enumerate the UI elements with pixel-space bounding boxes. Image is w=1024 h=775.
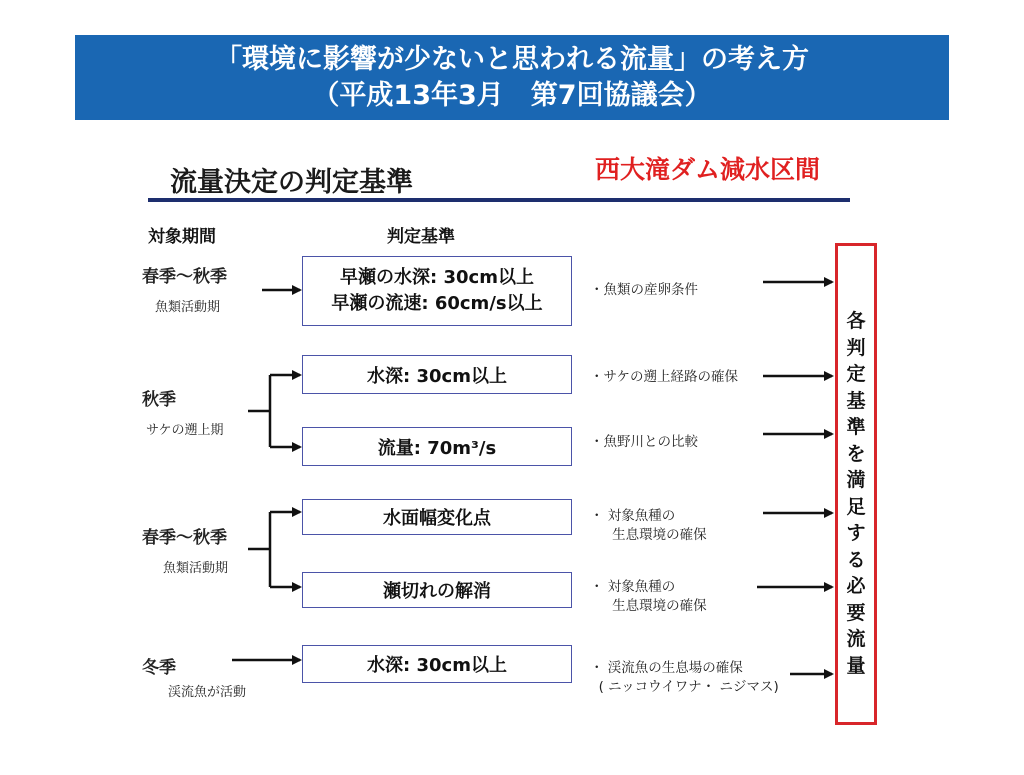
banner-title: 「環境に影響が少ないと思われる流量」の考え方 (215, 44, 809, 75)
conclusion-char: る (846, 548, 866, 571)
criteria-text: 早瀬の水深: 30cm以上 (340, 267, 534, 288)
conclusion-char: 基 (846, 389, 866, 412)
criteria-text: 水深: 30cm以上 (367, 655, 507, 676)
period-label-1: 春季～秋季 (142, 267, 227, 287)
conclusion-char: 定 (846, 363, 866, 385)
reason-5: ・ 対象魚種の 生息環境の確保 (590, 579, 707, 614)
reason-6: ・ 渓流魚の生息場の確保 ( ニッコウイワナ・ ニジマス) (590, 660, 779, 695)
conclusion-char: 判 (846, 336, 866, 359)
conclusion-char: 各 (846, 310, 866, 332)
section-label: 西大滝ダム減水区間 (595, 155, 821, 184)
criteria-text: 早瀬の流速: 60cm/s以上 (331, 293, 543, 314)
period-sub-4: 渓流魚が活動 (168, 685, 247, 700)
period-sub-2: サケの遡上期 (146, 423, 224, 438)
reason-4: ・ 対象魚種の 生息環境の確保 (590, 508, 707, 543)
criteria-text: 流量: 70m³/s (377, 437, 497, 459)
conclusion-char: 足 (846, 495, 866, 518)
reason-2: ・サケの遡上経路の確保 (590, 369, 738, 385)
period-label-2: 秋季 (142, 390, 176, 410)
conclusion-char: を (846, 442, 866, 465)
column-header-period: 対象期間 (148, 227, 216, 247)
conclusion-char: 満 (846, 469, 866, 491)
reason-3: ・魚野川との比較 (590, 434, 698, 450)
conclusion-char: 要 (846, 601, 866, 624)
criteria-text: 水面幅変化点 (383, 508, 491, 529)
conclusion-char: 必 (846, 575, 866, 597)
period-label-3: 春季～秋季 (142, 528, 227, 548)
criteria-text: 瀬切れの解消 (383, 581, 491, 602)
conclusion-char: 流 (846, 628, 866, 650)
criteria-text: 水深: 30cm以上 (367, 365, 507, 387)
column-header-criteria: 判定基準 (387, 227, 455, 247)
period-label-4: 冬季 (142, 658, 176, 678)
conclusion-char: 準 (846, 416, 866, 438)
conclusion-char: 量 (846, 654, 866, 677)
period-sub-3: 魚類活動期 (163, 561, 229, 576)
period-sub-1: 魚類活動期 (155, 300, 221, 315)
banner-subtitle: （平成13年3月 第7回協議会） (312, 80, 712, 111)
criteria-heading: 流量決定の判定基準 (170, 167, 413, 198)
reason-1: ・魚類の産卵条件 (590, 282, 698, 298)
conclusion-char: す (846, 522, 866, 544)
